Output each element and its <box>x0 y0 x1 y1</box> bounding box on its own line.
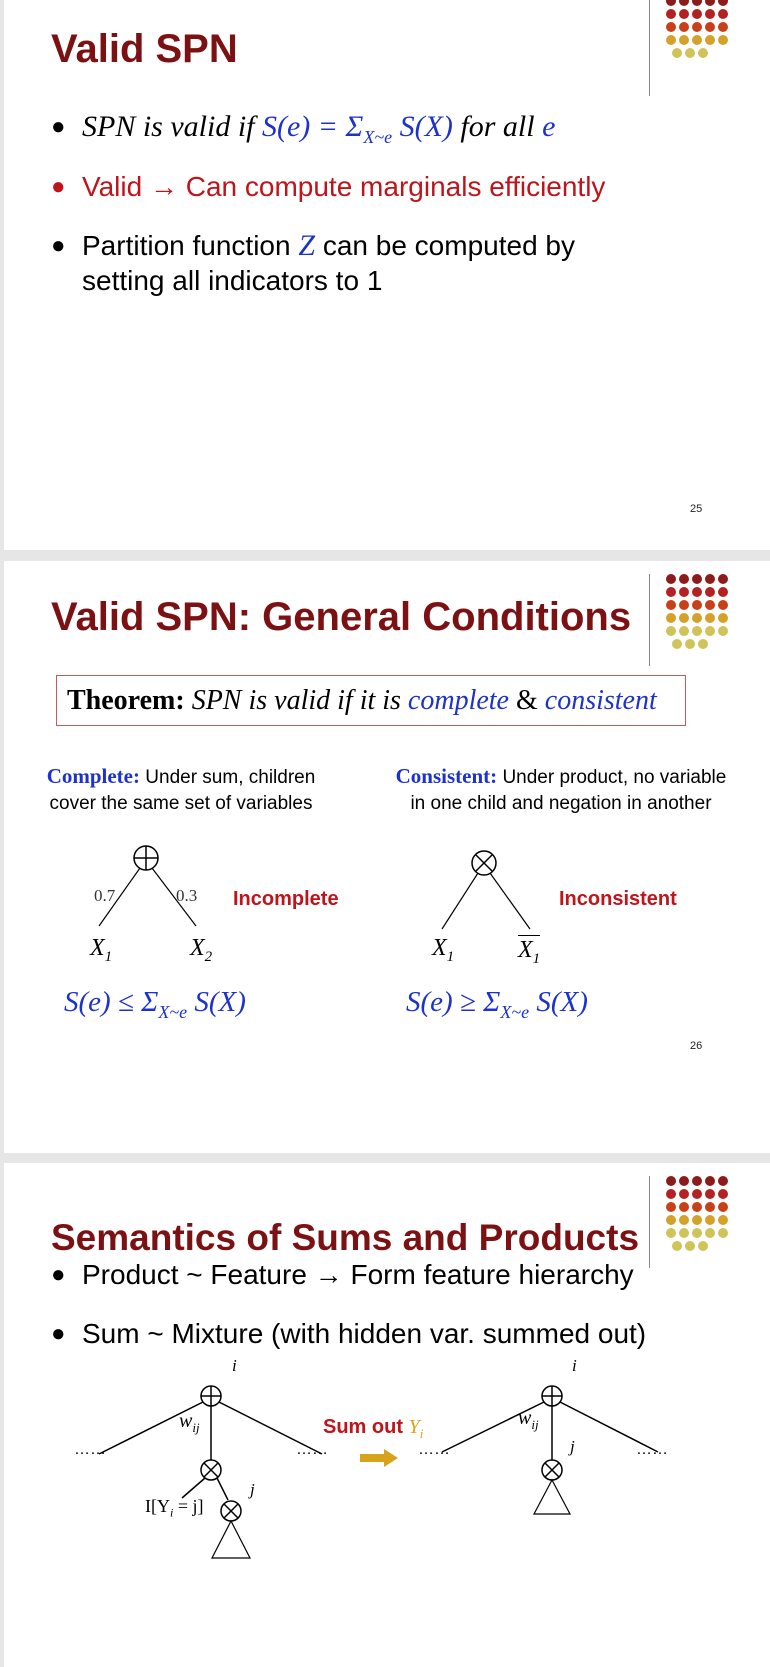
consistent-term: Consistent: <box>395 764 498 788</box>
decorative-dot <box>685 48 695 58</box>
var-x2: $X_2$ <box>190 935 213 965</box>
decorative-dot <box>718 613 728 623</box>
decorative-dot <box>672 1241 682 1251</box>
decorative-dot <box>666 1215 676 1225</box>
consistent-line1: Under product, no variable <box>502 767 727 788</box>
decorative-dot <box>666 1176 676 1186</box>
edge-product-child <box>217 1478 228 1500</box>
slide-valid-spn: Valid SPN ● SPN is valid if $S(e) = \Sigma_{X\sim e}$ S(X) for all e ● Valid → Can compute marginals efficiently ● Partition function Z can be computed by setting all indicators to 1 25 <box>4 0 770 550</box>
decorative-dot <box>718 1176 728 1186</box>
complete-term: Complete: <box>46 764 140 788</box>
theorem-text: SPN is valid if it is <box>191 685 401 716</box>
sum-out-label: Sum out $Y_i$ <box>323 1416 424 1441</box>
slide-title: Valid SPN <box>51 27 238 71</box>
decorative-dot <box>718 1228 728 1238</box>
decorative-dot <box>718 1215 728 1225</box>
decorative-dot <box>718 574 728 584</box>
definition-tail: for all <box>460 110 535 143</box>
decorative-dot <box>705 600 715 610</box>
complete-line1: Under sum, children <box>145 767 316 788</box>
theorem-consistent: consistent <box>544 685 657 716</box>
sum-argument: S(X) <box>399 110 453 143</box>
consistent-line2: in one child and negation in another <box>410 793 712 814</box>
ellipsis-left: …… <box>418 1441 450 1458</box>
decorative-dot <box>705 35 715 45</box>
theorem-amp: & <box>515 685 538 716</box>
decorative-dot <box>685 1241 695 1251</box>
var-x1: $X_1$ <box>432 935 455 965</box>
decorative-dot <box>666 0 676 6</box>
decorative-dot <box>679 9 689 19</box>
theorem-complete: complete <box>407 685 509 716</box>
node-i-label: i <box>232 1356 237 1375</box>
sum-expression: S(e) = Σ <box>262 110 364 143</box>
decorative-dot <box>666 1202 676 1212</box>
decorative-dot <box>718 626 728 636</box>
var-x1-negated: $X_1$ <box>518 935 540 971</box>
decorative-dot <box>679 613 689 623</box>
right-formula: $S(e) \ge \Sigma_{X\sim e}$ S(X) <box>406 986 588 1022</box>
theorem-box <box>56 675 686 726</box>
decorative-dot <box>692 1176 702 1186</box>
decorative-dot <box>705 587 715 597</box>
decorative-dot <box>705 1176 715 1186</box>
inconsistent-label: Inconsistent <box>559 888 677 910</box>
indicator-label: $I[Y_i = j]$ <box>145 1496 204 1520</box>
partition-line2: setting all indicators to 1 <box>82 265 383 296</box>
slide-sums-products: Semantics of Sums and Products ● Product ~ Feature → Form feature hierarchy ● Sum ~ Mixture (with hidden var. summed out) i $w_{ij}$ …… …… j $I[Y_i = j]$ Sum out $Y_i$ i $w_{ij}$ j …… …… <box>4 1163 770 1667</box>
decorative-dot <box>666 587 676 597</box>
weight-left: 0.7 <box>94 886 116 905</box>
ellipsis-right: …… <box>636 1441 668 1458</box>
decorative-dot <box>679 574 689 584</box>
weight-label: $w_{ij}$ <box>179 1410 200 1435</box>
bullet-text: Product ~ Feature → Form feature hierarchy <box>82 1259 634 1290</box>
page-number: 26 <box>690 1040 703 1052</box>
decorative-dot <box>679 1176 689 1186</box>
decorative-dot <box>679 1189 689 1199</box>
bullet-text: Sum ~ Mixture (with hidden var. summed out) <box>82 1318 647 1349</box>
decorative-dot <box>692 9 702 19</box>
subnetwork-triangle <box>534 1480 570 1514</box>
weight-right: 0.3 <box>176 886 198 905</box>
decorative-dot <box>672 639 682 649</box>
mixture-diagram <box>64 1368 364 1663</box>
decorative-dot <box>692 600 702 610</box>
decorative-dot <box>718 35 728 45</box>
decorative-dot <box>679 587 689 597</box>
decorative-dot <box>666 22 676 32</box>
decorative-dot <box>692 1228 702 1238</box>
decorative-dot <box>692 1202 702 1212</box>
decorative-dot <box>692 22 702 32</box>
decorative-dot <box>705 626 715 636</box>
decorative-dot <box>705 1215 715 1225</box>
decorative-dot <box>679 1215 689 1225</box>
decorative-dot <box>679 626 689 636</box>
decorative-dot <box>666 35 676 45</box>
decorative-dot <box>679 35 689 45</box>
partition-pre: Partition function <box>82 230 291 261</box>
node-j-label: j <box>250 1480 255 1499</box>
weight-label: $w_{ij}$ <box>518 1407 539 1432</box>
decorative-dot <box>705 1228 715 1238</box>
decorative-dot <box>718 1202 728 1212</box>
decorative-dot <box>718 600 728 610</box>
decorative-dot <box>679 0 689 6</box>
decorative-dot <box>718 9 728 19</box>
decorative-dot <box>718 1189 728 1199</box>
node-j-label: j <box>570 1437 575 1456</box>
bullet-text: Valid → Can compute marginals efficiently <box>82 171 606 202</box>
decorative-dot <box>698 1241 708 1251</box>
decorative-dot <box>692 1215 702 1225</box>
decorative-dot <box>685 639 695 649</box>
decorative-dot <box>679 1202 689 1212</box>
ellipsis-left: …… <box>74 1441 106 1458</box>
decorative-dot <box>666 1228 676 1238</box>
decorative-dot <box>705 1189 715 1199</box>
decorative-dot <box>692 574 702 584</box>
decorative-dot <box>666 600 676 610</box>
sum-subscript: X~e <box>363 127 393 147</box>
complete-line2: cover the same set of variables <box>49 793 313 814</box>
slide-general-conditions <box>4 561 770 1153</box>
decorative-dot <box>666 9 676 19</box>
slide-title: Valid SPN: General Conditions <box>51 595 632 639</box>
decorative-dot <box>692 613 702 623</box>
decorative-dot <box>692 35 702 45</box>
definition-lead: SPN is valid if <box>82 110 255 143</box>
divider-line <box>649 1176 650 1268</box>
arrow-icon <box>360 1449 400 1467</box>
decorative-dot <box>718 0 728 6</box>
decorative-dot <box>666 626 676 636</box>
decorative-dot <box>692 1189 702 1199</box>
divider-line <box>649 0 650 96</box>
decorative-dot <box>705 1202 715 1212</box>
decorative-dot <box>718 22 728 32</box>
partition-z: Z <box>298 229 316 262</box>
decorative-dot <box>698 48 708 58</box>
slide-title: Semantics of Sums and Products <box>51 1217 640 1258</box>
decorative-dot <box>698 639 708 649</box>
edge-indicator <box>182 1478 205 1498</box>
var-x1: $X_1$ <box>90 935 113 965</box>
theorem-label: Theorem: <box>67 685 185 716</box>
complete-definition <box>26 763 336 817</box>
consistent-definition <box>354 763 768 817</box>
left-formula: $S(e) \le \Sigma_{X\sim e}$ S(X) <box>64 986 246 1022</box>
decorative-dot <box>705 574 715 584</box>
partition-post: can be computed by <box>322 230 575 261</box>
evidence-var: e <box>542 110 556 143</box>
decorative-dot <box>679 22 689 32</box>
edge-left <box>442 873 478 929</box>
decorative-dot <box>705 0 715 6</box>
page-number: 25 <box>690 503 703 515</box>
ellipsis-right: …… <box>296 1441 328 1458</box>
decorative-dot <box>705 613 715 623</box>
decorative-dot <box>692 626 702 636</box>
decorative-dot <box>692 587 702 597</box>
decorative-dot <box>679 600 689 610</box>
decorative-dot <box>666 1189 676 1199</box>
decorative-dot <box>705 22 715 32</box>
node-i-label: i <box>572 1356 577 1375</box>
decorative-dot <box>705 9 715 19</box>
decorative-dot <box>672 48 682 58</box>
decorative-dot <box>718 587 728 597</box>
divider-line <box>649 574 650 666</box>
edge-right <box>490 873 530 929</box>
incomplete-label: Incomplete <box>233 888 339 910</box>
decorative-dot <box>679 1228 689 1238</box>
decorative-dot <box>666 574 676 584</box>
subnetwork-triangle <box>212 1521 250 1558</box>
decorative-dot <box>666 613 676 623</box>
decorative-dot <box>692 0 702 6</box>
